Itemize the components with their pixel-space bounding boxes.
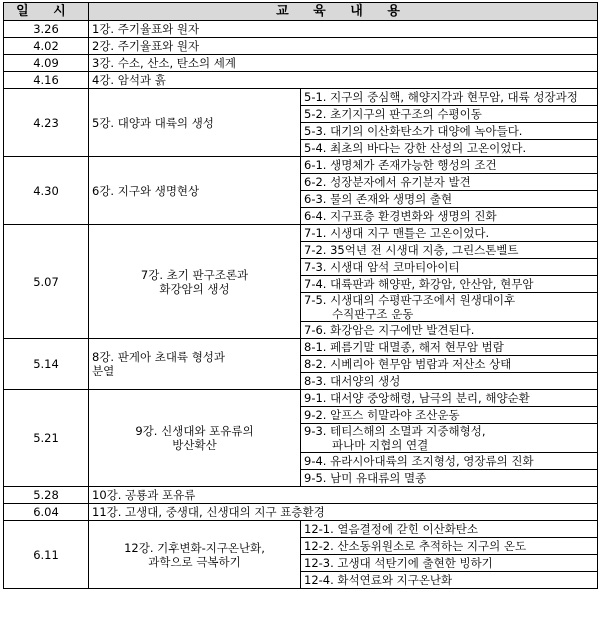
header-row	[4, 3, 598, 21]
subtopic-cell	[301, 293, 598, 322]
table-row	[4, 487, 598, 504]
subtopic-cell: 7-3. 시생대 암석 코마티아이티	[301, 259, 598, 276]
subtopic-cell: 9-4. 유라시아대륙의 조지형성, 영장류의 진화	[301, 453, 598, 470]
lecture-cell	[89, 390, 301, 487]
subtopic-cell: 8-3. 대서양의 생성	[301, 373, 598, 390]
subtopic-cell: 12-3. 고생대 석탄기에 출현한 빙하기	[301, 555, 598, 572]
lecture-cell	[89, 521, 301, 589]
lecture-cell: 1강. 주기율표와 원자	[89, 21, 598, 38]
subtopic-cell: 8-1. 페름기말 대멸종, 해저 현무암 범람	[301, 339, 598, 356]
table-row	[4, 225, 598, 242]
subtopic-cell: 5-1. 지구의 중심핵, 해양지각과 현무암, 대륙 성장과정	[301, 89, 598, 106]
subtopic-line: 7-5. 시생대의 수평판구조에서 원생대이후	[304, 293, 516, 307]
subtopic-cell: 7-2. 35억년 전 시생대 지층, 그린스톤벨트	[301, 242, 598, 259]
content-column-header: 교 육 내 용	[89, 3, 598, 21]
lecture-cell: 2강. 주기율표와 원자	[89, 38, 598, 55]
subtopic-cell: 9-1. 대서양 중앙해령, 남극의 분리, 해양순환	[301, 390, 598, 407]
table-row	[4, 38, 598, 55]
schedule-table	[3, 2, 598, 589]
lecture-line: 화강암의 생성	[159, 281, 230, 296]
table-row	[4, 504, 598, 521]
lecture-cell: 6강. 지구와 생명현상	[89, 157, 301, 225]
subtopic-line: 수직판구조 운동	[332, 307, 414, 321]
date-cell: 5.28	[4, 487, 89, 504]
date-column-header: 일 시	[4, 3, 89, 21]
subtopic-cell: 5-4. 최초의 바다는 강한 산성의 고온이었다.	[301, 140, 598, 157]
subtopic-cell: 12-4. 화석연료와 지구온난화	[301, 572, 598, 589]
date-cell: 4.16	[4, 72, 89, 89]
table-row	[4, 72, 598, 89]
subtopic-cell: 7-1. 시생대 지구 맨틀은 고온이었다.	[301, 225, 598, 242]
subtopic-cell	[301, 424, 598, 453]
subtopic-cell: 12-1. 열음결정에 갇힌 이산화탄소	[301, 521, 598, 538]
subtopic-line: 파나마 지협의 연결	[332, 438, 429, 452]
date-cell: 5.07	[4, 225, 89, 339]
lecture-line: 8강. 판게아 초대륙 형성과	[92, 350, 226, 364]
lecture-line: 9강. 신생대와 포유류의	[135, 424, 254, 438]
subtopic-line: 9-3. 테티스해의 소멸과 지중해형성,	[304, 424, 486, 438]
table-row	[4, 157, 598, 174]
date-cell: 4.09	[4, 55, 89, 72]
lecture-cell	[89, 225, 301, 339]
table-row	[4, 521, 598, 538]
table-row	[4, 89, 598, 106]
lecture-cell: 10강. 공룡과 포유류	[89, 487, 598, 504]
lecture-cell: 4강. 암석과 흙	[89, 72, 598, 89]
lecture-line: 분열	[92, 364, 115, 378]
table-row	[4, 21, 598, 38]
subtopic-cell: 5-2. 초기지구의 판구조의 수평이동	[301, 106, 598, 123]
table-row	[4, 55, 598, 72]
date-cell: 5.14	[4, 339, 89, 390]
subtopic-cell: 6-3. 물의 존재와 생명의 출현	[301, 191, 598, 208]
subtopic-cell: 12-2. 산소동위원소로 추적하는 지구의 온도	[301, 538, 598, 555]
subtopic-cell: 6-1. 생명체가 존재가능한 행성의 조건	[301, 157, 598, 174]
subtopic-cell: 6-2. 성장분자에서 유기분자 발견	[301, 174, 598, 191]
subtopic-cell: 5-3. 대기의 이산화탄소가 대양에 녹아들다.	[301, 123, 598, 140]
date-cell: 5.21	[4, 390, 89, 487]
date-cell: 4.23	[4, 89, 89, 157]
subtopic-cell: 7-4. 대륙판과 해양판, 화강암, 안산암, 현무암	[301, 276, 598, 293]
lecture-line: 7강. 초기 판구조론과	[140, 267, 249, 282]
date-cell: 6.11	[4, 521, 89, 589]
lecture-cell: 5강. 대양과 대륙의 생성	[89, 89, 301, 157]
lecture-cell: 11강. 고생대, 중생대, 신생대의 지구 표층환경	[89, 504, 598, 521]
lecture-cell	[89, 339, 301, 390]
lecture-line: 방산확산	[172, 438, 217, 452]
subtopic-cell: 6-4. 지구표층 환경변화와 생명의 진화	[301, 208, 598, 225]
subtopic-cell: 9-2. 알프스 히말라야 조산운동	[301, 407, 598, 424]
lecture-line: 12강. 기후변화-지구온난화,	[124, 540, 265, 555]
date-cell: 4.02	[4, 38, 89, 55]
table-row	[4, 390, 598, 407]
lecture-cell: 3강. 수소, 산소, 탄소의 세계	[89, 55, 598, 72]
table-row	[4, 339, 598, 356]
lecture-line: 과학으로 극복하기	[148, 554, 241, 569]
subtopic-cell: 7-6. 화강암은 지구에만 발견된다.	[301, 322, 598, 339]
date-cell: 3.26	[4, 21, 89, 38]
subtopic-cell: 9-5. 남미 유대류의 멸종	[301, 470, 598, 487]
subtopic-cell: 8-2. 시베리아 현무암 범람과 저산소 상태	[301, 356, 598, 373]
date-cell: 6.04	[4, 504, 89, 521]
date-cell: 4.30	[4, 157, 89, 225]
